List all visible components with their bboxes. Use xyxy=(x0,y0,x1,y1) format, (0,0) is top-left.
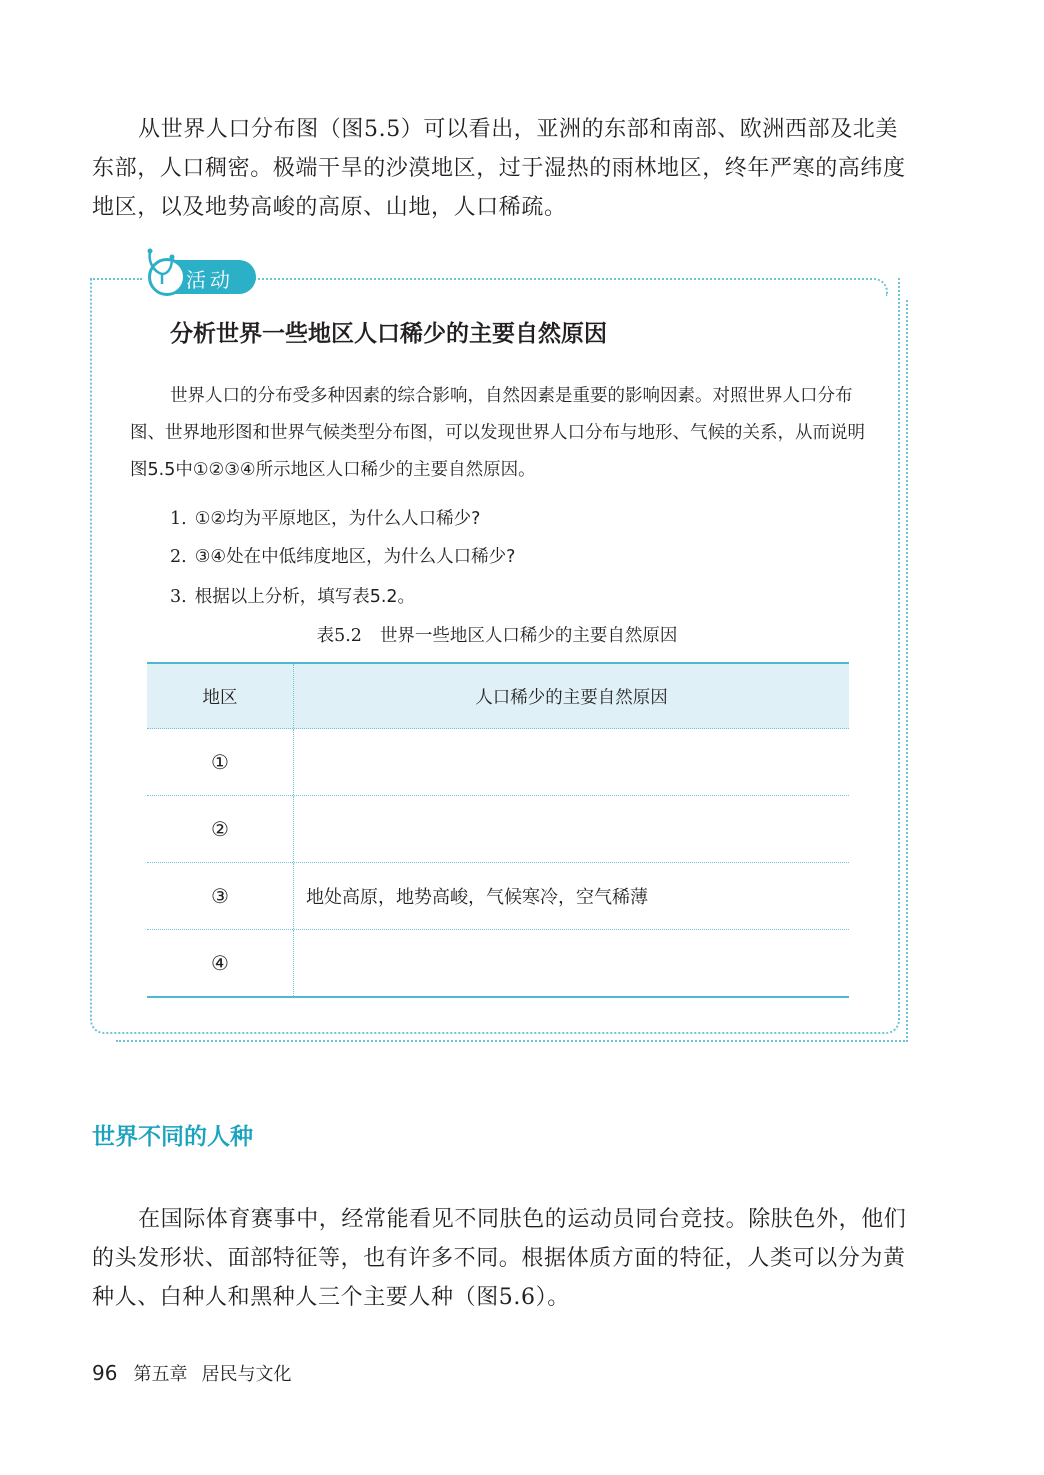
table-row xyxy=(147,930,849,998)
table-cell-region: ① xyxy=(147,729,294,795)
table-row xyxy=(147,729,849,796)
table-caption-title: 世界一些地区人口稀少的主要自然原因 xyxy=(379,626,678,646)
table-cell-region: ③ xyxy=(147,863,294,929)
table-cell-reason[interactable] xyxy=(294,729,849,795)
question-item xyxy=(170,543,515,568)
table-cell-region: ④ xyxy=(147,930,294,996)
activity-badge-label: 活动 xyxy=(186,268,234,292)
page-number: 96 xyxy=(92,1361,118,1385)
question-number: 3. xyxy=(170,587,187,607)
section-heading: 世界不同的人种 xyxy=(92,1124,253,1150)
chapter-number: 第五章 xyxy=(133,1364,188,1385)
table-row xyxy=(147,796,849,863)
activity-badge xyxy=(140,244,260,300)
question-number: 2. xyxy=(170,547,187,567)
table-header-region: 地区 xyxy=(147,664,294,728)
table-cell-reason: 地处高原，地势高峻，气候寒冷，空气稀薄 xyxy=(306,887,648,908)
page-footer xyxy=(92,1360,291,1386)
table-row xyxy=(147,863,849,930)
table-caption xyxy=(0,622,994,647)
activity-box-shadow-right xyxy=(906,300,908,1042)
question-text: ①②均为平原地区，为什么人口稀少? xyxy=(194,509,481,529)
question-number: 1. xyxy=(170,509,187,529)
activity-description: 世界人口的分布受多种因素的综合影响，自然因素是重要的影响因素。对照世界人口分布图、世界地形图和世界气候类型分布图，可以发现世界人口分布与地形、气候的关系，从而说明图5.5中①②③④所示地区人口稀少的主要自然原因。 xyxy=(130,386,865,480)
table-caption-number: 表5.2 xyxy=(316,626,362,646)
question-item xyxy=(170,505,480,530)
chapter-title: 居民与文化 xyxy=(201,1364,292,1385)
table-cell-reason[interactable] xyxy=(294,796,849,862)
question-item xyxy=(170,583,415,608)
activity-title: 分析世界一些地区人口稀少的主要自然原因 xyxy=(170,321,607,347)
activity-box-shadow-bottom xyxy=(116,1040,908,1042)
question-text: 根据以上分析，填写表5.2。 xyxy=(194,587,416,607)
table-header-row xyxy=(147,662,849,729)
table-header-reason: 人口稀少的主要自然原因 xyxy=(475,687,668,708)
intro-paragraph: 从世界人口分布图（图5.5）可以看出，亚洲的东部和南部、欧洲西部及北美东部，人口稠密。极端干旱的沙漠地区，过于湿热的雨林地区，终年严寒的高纬度地区，以及地势高峻的高原、山地，人口稀疏。 xyxy=(92,117,906,220)
reason-table xyxy=(147,662,849,998)
question-text: ③④处在中低纬度地区，为什么人口稀少? xyxy=(194,547,516,567)
race-paragraph: 在国际体育赛事中，经常能看见不同肤色的运动员同台竞技。除肤色外，他们的头发形状、面部特征等，也有许多不同。根据体质方面的特征，人类可以分为黄种人、白种人和黑种人三个主要人种（图5.6）。 xyxy=(92,1207,907,1310)
table-cell-region: ② xyxy=(147,796,294,862)
table-cell-reason[interactable] xyxy=(294,930,849,996)
